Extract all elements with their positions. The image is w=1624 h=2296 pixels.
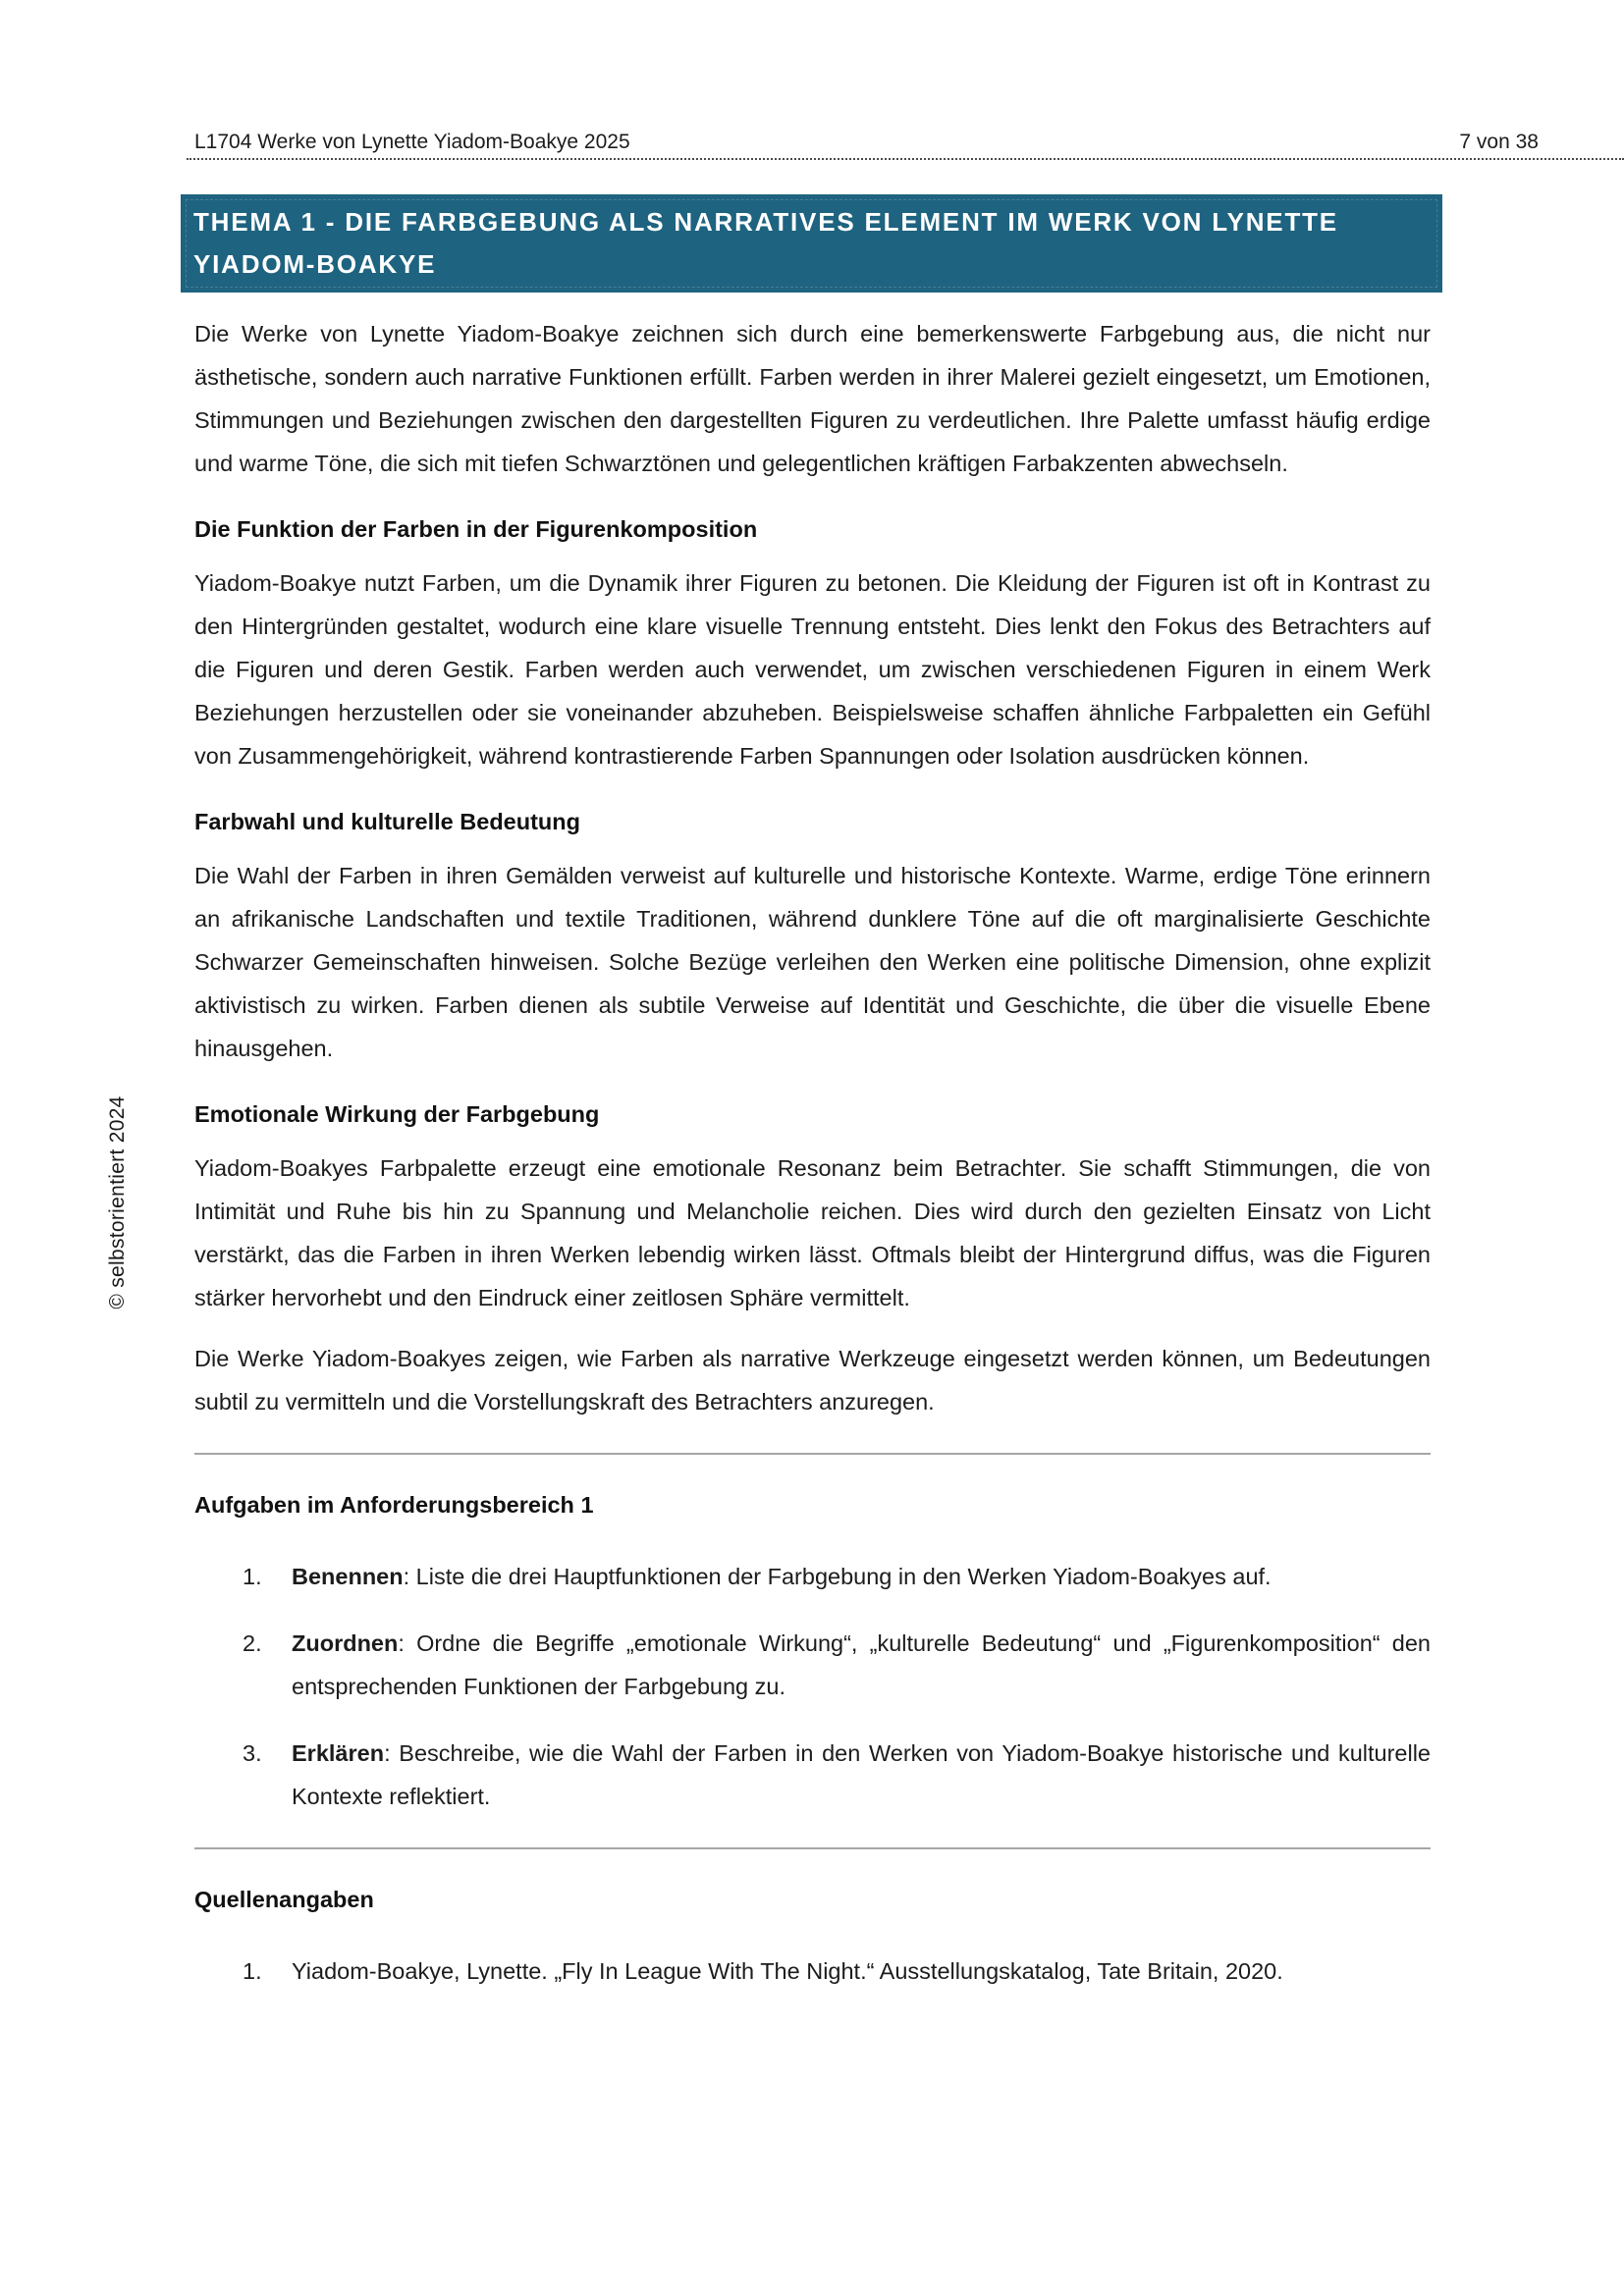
section3-heading: Emotionale Wirkung der Farbgebung (194, 1101, 600, 1127)
task-item-2 (194, 1622, 1431, 1708)
source-item-1 (194, 1949, 1431, 1993)
source-item-1-number: 1. (243, 1958, 262, 1984)
section1-heading: Die Funktion der Farben in der Figurenkomposition (194, 516, 758, 542)
section1-paragraph: Yiadom-Boakye nutzt Farben, um die Dynamik ihrer Figuren zu betonen. Die Kleidung der Figuren ist oft in Kontrast zu den Hintergründen gestaltet, wodurch eine klare visuelle Trennung entsteht. Dies lenkt den Fokus des Betrachters auf die Figuren und deren Gestik. Farben werden auch verwendet, um zwischen verschiedenen Figuren in einem Werk Beziehungen herzustellen oder sie voneinander abzuheben. Beispielsweise schaffen ähnliche Farbpaletten ein Gefühl von Zusammengehörigkeit, während kontrastierende Farben Spannungen oder Isolation ausdrücken können. (194, 570, 1431, 769)
header-divider (187, 158, 1624, 160)
section2-heading: Farbwahl und kulturelle Bedeutung (194, 809, 580, 834)
section-divider-bottom (194, 1847, 1431, 1849)
task-item-3-text (292, 1732, 1431, 1818)
section-divider-top (194, 1453, 1431, 1455)
task-item-2-description: : Ordne die Begriffe „emotionale Wirkung“, „kulturelle Bedeutung“ und „Figurenkomposition“ den entsprechenden Funktionen der Farbgebung zu. (292, 1630, 1431, 1699)
task-item-3-term: Erklären (292, 1740, 385, 1766)
copyright-vertical-label: © selbstorientiert 2024 (106, 1095, 129, 1309)
task-item-1-term: Benennen (292, 1564, 404, 1589)
task-item-2-text (292, 1622, 1431, 1708)
task-item-1-text (292, 1555, 1431, 1598)
intro-paragraph: Die Werke von Lynette Yiadom-Boakye zeichnen sich durch eine bemerkenswerte Farbgebung aus, die nicht nur ästhetische, sondern auch narrative Funktionen erfüllt. Farben werden in ihrer Malerei gezielt eingesetzt, um Emotionen, Stimmungen und Beziehungen zwischen den dargestellten Figuren zu verdeutlichen. Ihre Palette umfasst häufig erdige und warme Töne, die sich mit tiefen Schwarztönen und gelegentlichen kräftigen Farbakzenten abwechseln. (194, 321, 1431, 476)
task-item-2-number: 2. (243, 1630, 262, 1656)
task-item-1-number: 1. (243, 1564, 262, 1589)
tasks-heading: Aufgaben im Anforderungsbereich 1 (194, 1492, 594, 1518)
section3-paragraph: Yiadom-Boakyes Farbpalette erzeugt eine emotionale Resonanz beim Betrachter. Sie schafft Stimmungen, die von Intimität und Ruhe bis hin zu Spannung und Melancholie reichen. Dies wird durch den gezielten Einsatz von Licht verstärkt, das die Farben in ihren Werken lebendig wirken lässt. Oftmals bleibt der Hintergrund diffus, was die Figuren stärker hervorhebt und den Eindruck einer zeitlosen Sphäre vermittelt. (194, 1155, 1431, 1310)
task-item-1-description: : Liste die drei Hauptfunktionen der Farbgebung in den Werken Yiadom-Boakyes auf. (403, 1564, 1272, 1589)
task-item-3-number: 3. (243, 1740, 262, 1766)
theme-title-banner: THEMA 1 - DIE FARBGEBUNG ALS NARRATIVES ELEMENT IM WERK VON LYNETTE YIADOM-BOAKYE (181, 194, 1442, 293)
section2-paragraph: Die Wahl der Farben in ihren Gemälden verweist auf kulturelle und historische Kontexte. Warme, erdige Töne erinnern an afrikanische Landschaften und textile Traditionen, während dunklere Töne auf die oft marginalisierte Geschichte Schwarzer Gemeinschaften hinweisen. Solche Bezüge verleihen den Werken eine politische Dimension, ohne explizit aktivistisch zu wirken. Farben dienen als subtile Verweise auf Identität und Geschichte, die über die visuelle Ebene hinausgehen. (194, 863, 1431, 1061)
task-item-1 (194, 1555, 1431, 1598)
closing-paragraph: Die Werke Yiadom-Boakyes zeigen, wie Farben als narrative Werkzeuge eingesetzt werden können, um Bedeutungen subtil zu vermitteln und die Vorstellungskraft des Betrachters anzuregen. (194, 1346, 1431, 1415)
header-page-number: 7 von 38 (1459, 131, 1539, 153)
task-item-3 (194, 1732, 1431, 1818)
header-document-code: L1704 Werke von Lynette Yiadom-Boakye 2025 (194, 131, 630, 153)
source-item-1-text: Yiadom-Boakye, Lynette. „Fly In League With The Night.“ Ausstellungskatalog, Tate Britain, 2020. (292, 1958, 1283, 1984)
task-item-2-term: Zuordnen (292, 1630, 399, 1656)
content-column (181, 194, 1442, 1993)
sources-heading: Quellenangaben (194, 1887, 374, 1912)
task-item-3-description: : Beschreibe, wie die Wahl der Farben in den Werken von Yiadom-Boakye historische und kulturelle Kontexte reflektiert. (292, 1740, 1431, 1809)
page-header (194, 129, 1539, 155)
